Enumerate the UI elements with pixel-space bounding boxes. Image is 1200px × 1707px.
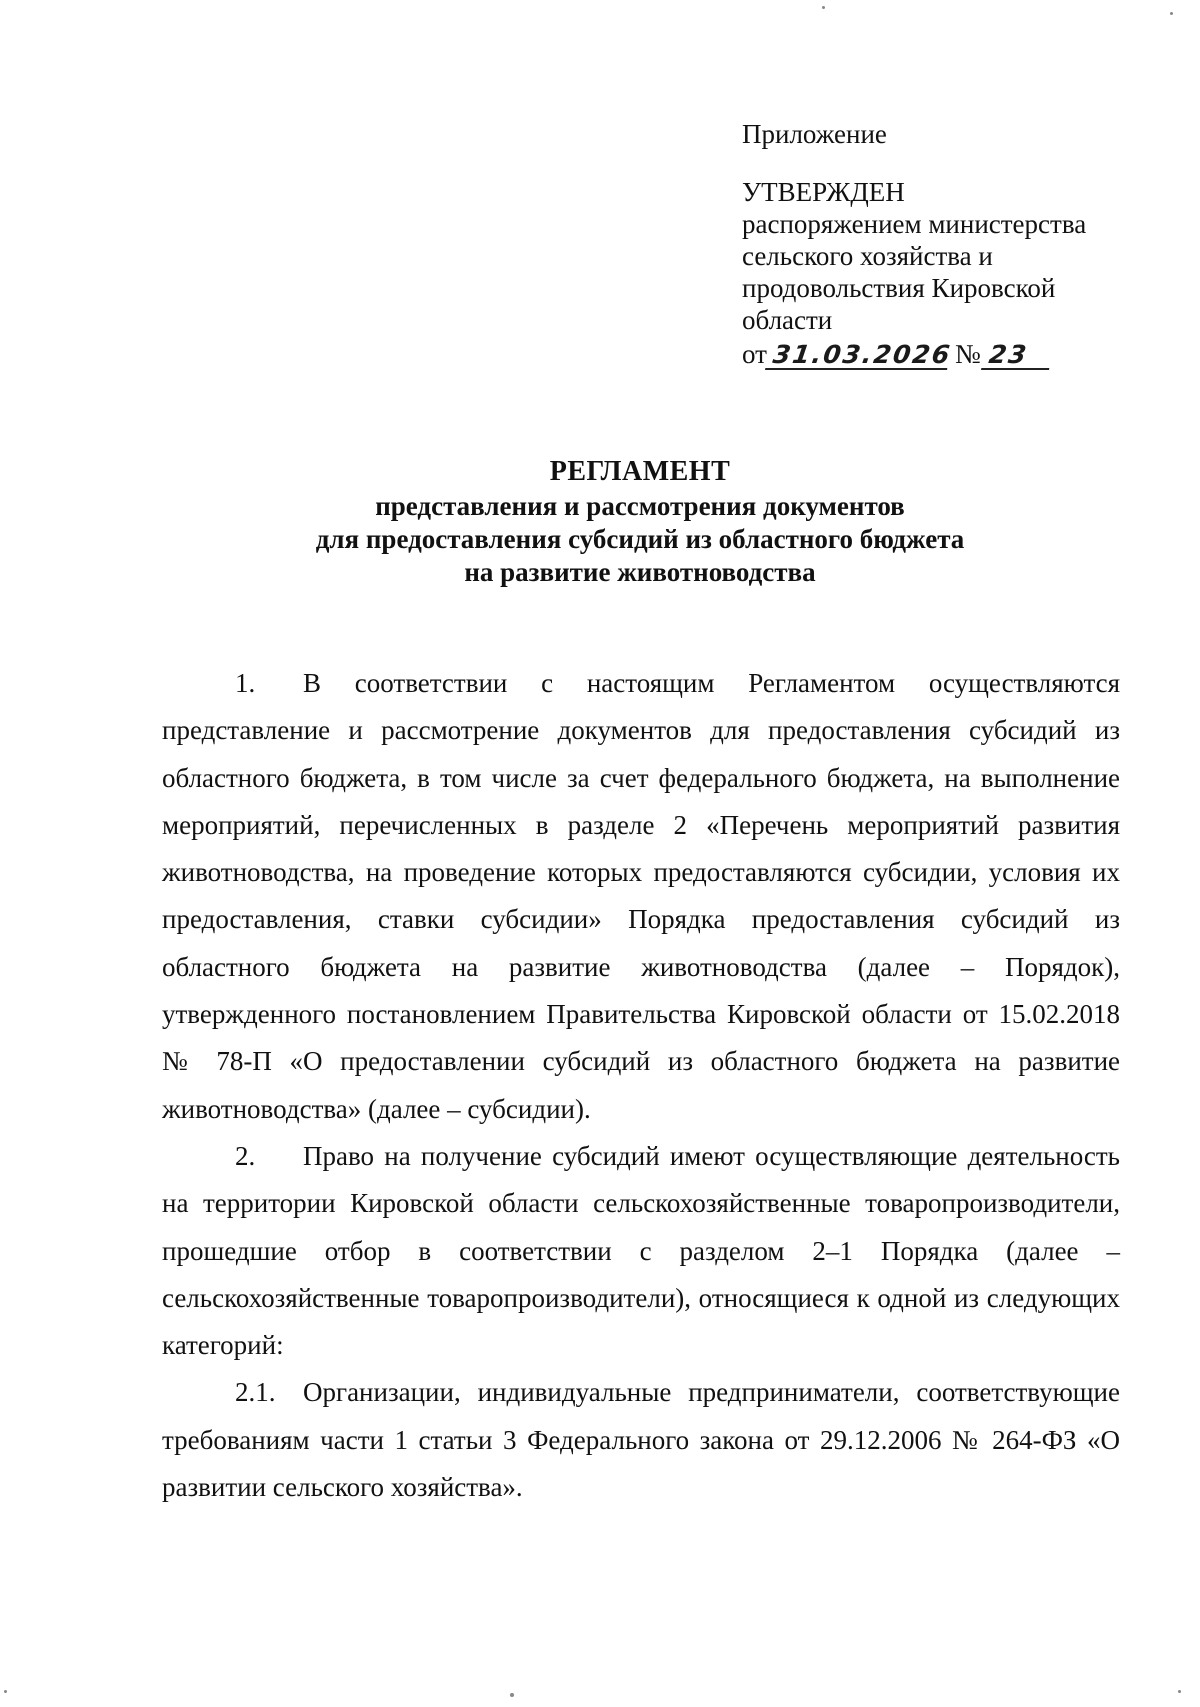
approval-line: продовольствия Кировской bbox=[742, 273, 1056, 303]
scan-speck bbox=[1178, 1690, 1181, 1693]
handwritten-date: 31.03.2026 bbox=[765, 342, 951, 370]
number-sign: № bbox=[954, 339, 981, 369]
paragraph-text: В соответствии с настоящим Регламентом осуществляются представление и рассмотрение документов для предоставления субсидий из областного бюджета, в том числе за счет федерального бюджета, на выполнение мероприятий, перечисленных в разделе 2 «Перечень мероприятий развития животноводства, на проведение которых предоставляются субсидии, условия их предоставления, ставки субсидии» Порядка предоставления субсидий из областного бюджета на развитие животноводства (далее – Порядок), утвержденного постановлением Правительства Кировской области от 15.02.2018 № 78-П «О предоставлении субсидий из областного бюджета на развитие животноводства» (далее – субсидии). bbox=[162, 668, 1120, 1124]
approval-block bbox=[742, 118, 1162, 370]
paragraph-number: 2.1. bbox=[235, 1377, 276, 1408]
approval-line: распоряжением министерства bbox=[742, 209, 1087, 239]
title-main: РЕГЛАМЕНТ bbox=[549, 456, 731, 487]
title-line: представления и рассмотрения документов bbox=[375, 491, 905, 521]
appendix-label: Приложение bbox=[742, 119, 887, 149]
scan-speck bbox=[510, 1693, 514, 1697]
paragraph-1 bbox=[162, 660, 1120, 1133]
date-prefix: от bbox=[742, 339, 767, 369]
paragraph-text: Право на получение субсидий имеют осуществляющие деятельность на территории Кировской области сельскохозяйственные товаропроизводители, прошедшие отбор в соответствии с разделом 2–1 Порядка (далее – сельскохозяйственные товаропроизводители), относящиеся к одной из следующих категорий: bbox=[162, 1140, 1120, 1361]
approval-date-line bbox=[742, 338, 1162, 370]
paragraph-number: 1. bbox=[235, 668, 256, 698]
approved-label: УТВЕРЖДЕН bbox=[742, 177, 905, 207]
handwritten-number: 23 bbox=[981, 342, 1053, 370]
scan-speck bbox=[4, 1690, 7, 1693]
approval-line: сельского хозяйства и bbox=[742, 241, 993, 271]
document-body bbox=[162, 660, 1120, 1511]
paragraph-2 bbox=[162, 1133, 1120, 1369]
paragraph-number: 2. bbox=[235, 1140, 256, 1171]
paragraph-2-1 bbox=[162, 1369, 1120, 1511]
scan-speck bbox=[1170, 12, 1173, 15]
paragraph-text: Организации, индивидуальные предприниматели, соответствующие требованиям части 1 статьи 3 Федерального закона от 29.12.2006 № 264-ФЗ «О развитии сельского хозяйства». bbox=[162, 1377, 1120, 1503]
scan-speck bbox=[822, 6, 825, 9]
document-title bbox=[160, 455, 1120, 589]
title-line: для предоставления субсидий из областного бюджета bbox=[315, 524, 965, 554]
title-line: на развитие животноводства bbox=[464, 557, 816, 587]
approval-line: области bbox=[742, 305, 833, 335]
